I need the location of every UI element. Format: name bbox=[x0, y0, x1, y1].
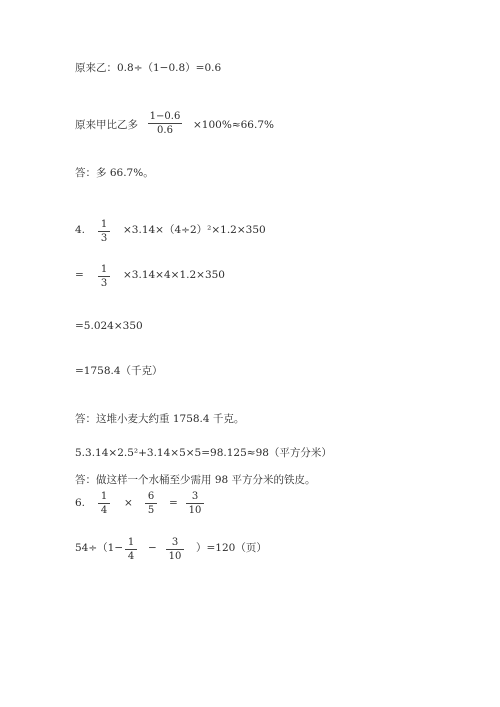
fraction-denominator: 10 bbox=[168, 551, 182, 562]
fraction-bar bbox=[125, 549, 137, 550]
fraction-numerator: 1 bbox=[100, 491, 108, 502]
fraction-denominator: 0.6 bbox=[157, 125, 173, 136]
problem-4-label: 4. bbox=[75, 224, 86, 236]
problem-4-expression: ×3.14×（4÷2）²×1.2×350 bbox=[123, 224, 266, 236]
fraction-one-quarter bbox=[98, 491, 110, 516]
fraction-bar bbox=[98, 231, 110, 232]
step-result-kg: =1758.4（千克） bbox=[75, 365, 163, 377]
line-a-more-than-b-label: 原来甲比乙多 bbox=[75, 119, 138, 131]
line-a-more-than-b-result: ×100%≈66.7% bbox=[193, 119, 274, 131]
minus-sign: − bbox=[148, 542, 157, 554]
fraction-bar bbox=[145, 503, 157, 504]
answer-wheat-weight: 答：这堆小麦大约重 1758.4 千克。 bbox=[75, 413, 245, 425]
problem-pages-result: ）=120（页） bbox=[196, 542, 267, 554]
fraction-bar bbox=[98, 503, 110, 504]
fraction-numerator: 1 bbox=[127, 537, 135, 548]
fraction-denominator: 4 bbox=[100, 505, 108, 516]
fraction-denominator: 3 bbox=[100, 278, 108, 289]
fraction-a-more-than-b bbox=[148, 111, 182, 136]
fraction-one-third bbox=[98, 219, 110, 244]
fraction-three-tenths bbox=[186, 491, 204, 516]
problem-5-expression: 5.3.14×2.5²+3.14×5×5=98.125≈98（平方分米） bbox=[75, 447, 332, 459]
fraction-bar bbox=[186, 503, 204, 504]
fraction-denominator: 3 bbox=[100, 233, 108, 244]
fraction-numerator: 1 bbox=[100, 219, 108, 230]
fraction-bar bbox=[166, 549, 184, 550]
step-product: =5.024×350 bbox=[75, 320, 143, 332]
fraction-numerator: 1−0.6 bbox=[149, 111, 181, 122]
fraction-numerator: 3 bbox=[191, 491, 199, 502]
line-original-b: 原来乙：0.8÷（1−0.8）=0.6 bbox=[75, 62, 222, 74]
fraction-bar bbox=[148, 123, 182, 124]
fraction-six-fifths bbox=[145, 491, 157, 516]
fraction-denominator: 10 bbox=[188, 505, 202, 516]
fraction-numerator: 1 bbox=[100, 264, 108, 275]
multiply-sign: × bbox=[124, 497, 133, 509]
fraction-one-quarter bbox=[125, 537, 137, 562]
equals-sign: = bbox=[169, 497, 178, 509]
step-equals-label: = bbox=[75, 269, 84, 281]
fraction-one-third bbox=[98, 264, 110, 289]
fraction-three-tenths bbox=[166, 537, 184, 562]
answer-bucket-area: 答：做这样一个水桶至少需用 98 平方分米的铁皮。 bbox=[75, 474, 316, 486]
problem-pages-prefix: 54÷（1− bbox=[75, 542, 124, 554]
answer-percent: 答：多 66.7%。 bbox=[75, 167, 154, 179]
fraction-denominator: 5 bbox=[147, 505, 155, 516]
fraction-bar bbox=[98, 276, 110, 277]
fraction-denominator: 4 bbox=[127, 551, 135, 562]
step-expression: ×3.14×4×1.2×350 bbox=[123, 269, 225, 281]
fraction-numerator: 3 bbox=[171, 537, 179, 548]
problem-6-label: 6. bbox=[75, 497, 86, 509]
fraction-numerator: 6 bbox=[147, 491, 155, 502]
